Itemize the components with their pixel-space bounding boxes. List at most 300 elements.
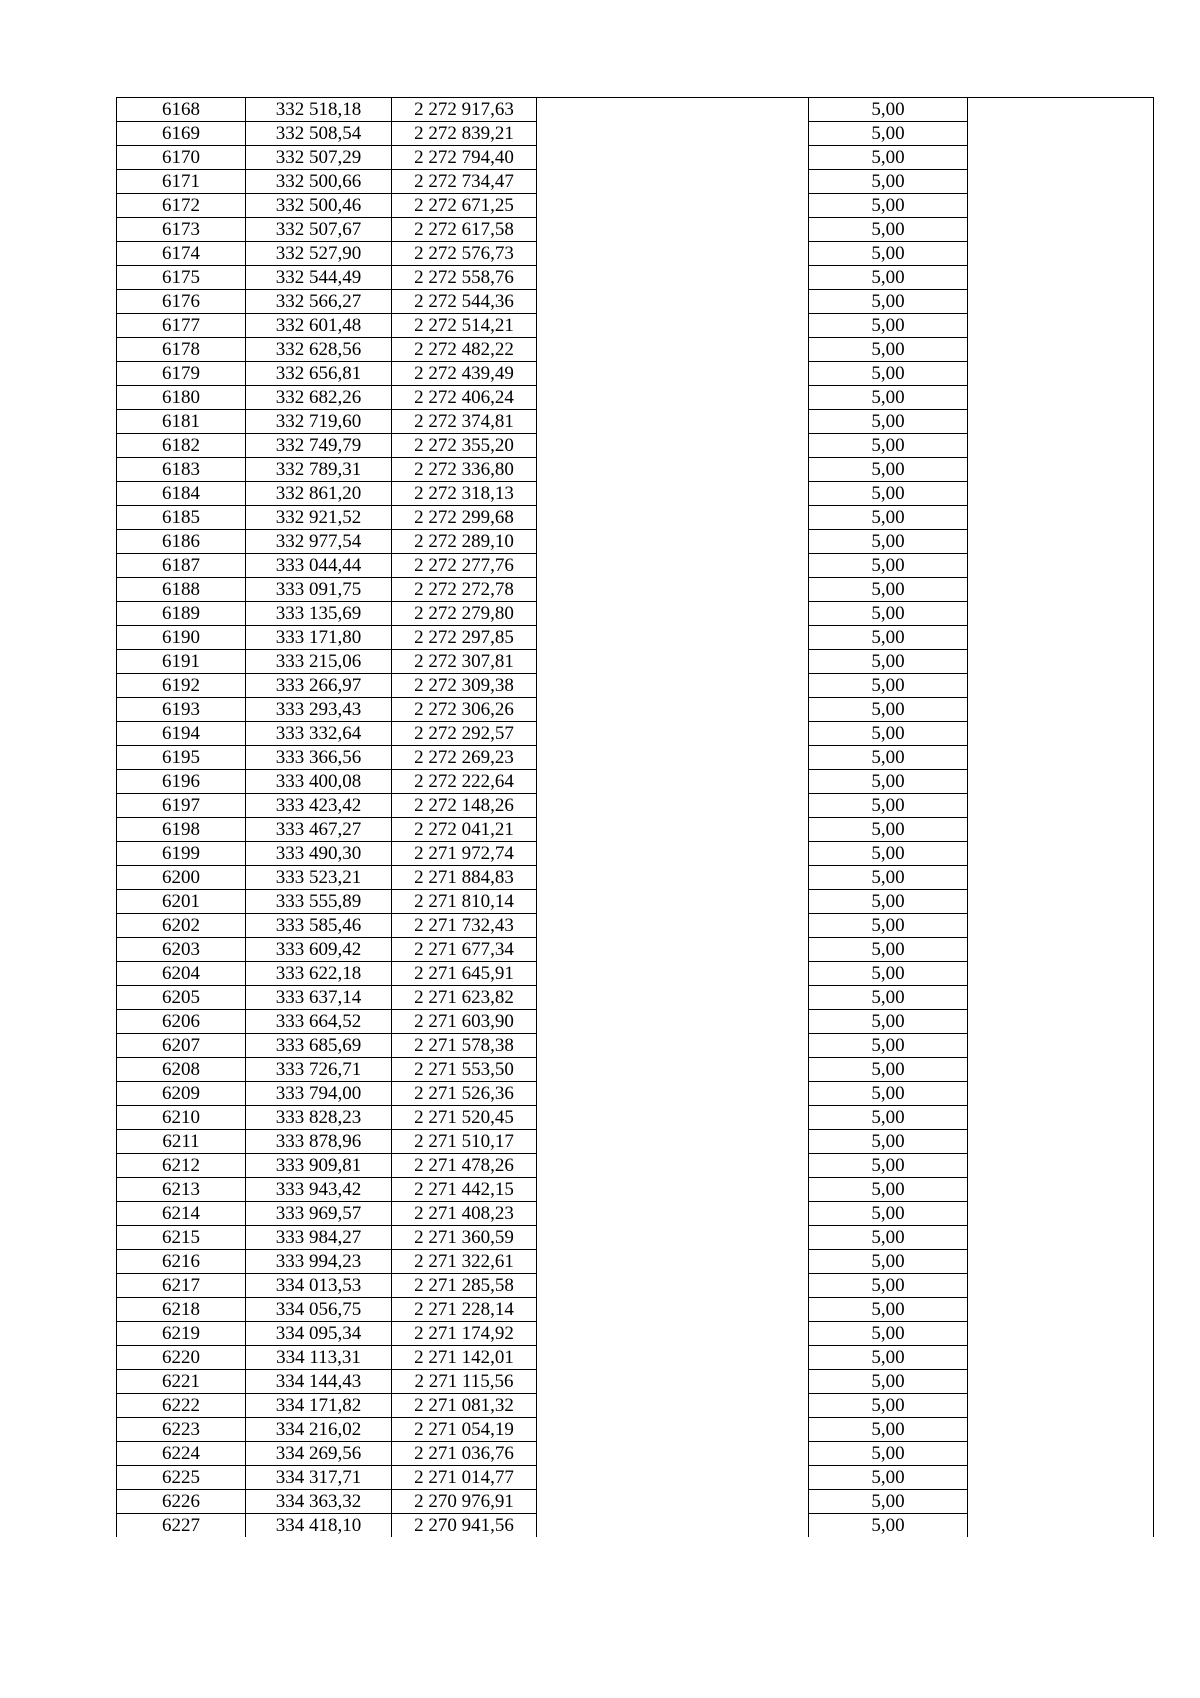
value-cell: 5,00 [809,1058,968,1082]
empty-cell [537,794,809,818]
y-coordinate-cell: 2 271 228,14 [392,1298,537,1322]
value-cell: 5,00 [809,1346,968,1370]
y-coordinate-cell: 2 271 036,76 [392,1442,537,1466]
empty-cell [968,506,1154,530]
empty-cell [968,1346,1154,1370]
value-cell: 5,00 [809,1394,968,1418]
y-coordinate-cell: 2 271 054,19 [392,1418,537,1442]
value-cell: 5,00 [809,506,968,530]
empty-cell [537,290,809,314]
y-coordinate-cell: 2 272 269,23 [392,746,537,770]
x-coordinate-cell: 332 789,31 [246,458,392,482]
point-number-cell: 6214 [117,1202,246,1226]
table-row [117,1178,1154,1202]
point-number-cell: 6222 [117,1394,246,1418]
value-cell: 5,00 [809,290,968,314]
x-coordinate-cell: 334 418,10 [246,1514,392,1538]
table-row [117,578,1154,602]
empty-cell [968,1466,1154,1490]
empty-cell [968,98,1154,122]
coordinate-table [116,97,1154,1537]
table-row [117,1082,1154,1106]
value-cell: 5,00 [809,698,968,722]
empty-cell [537,242,809,266]
table-row [117,1466,1154,1490]
empty-cell [537,1010,809,1034]
empty-cell [537,890,809,914]
empty-cell [537,650,809,674]
value-cell: 5,00 [809,146,968,170]
empty-cell [968,170,1154,194]
empty-cell [968,218,1154,242]
value-cell: 5,00 [809,626,968,650]
empty-cell [537,194,809,218]
table-row [117,698,1154,722]
y-coordinate-cell: 2 272 279,80 [392,602,537,626]
table-row [117,1034,1154,1058]
table-row [117,1250,1154,1274]
value-cell: 5,00 [809,1154,968,1178]
table-row [117,266,1154,290]
empty-cell [537,314,809,338]
empty-cell [968,362,1154,386]
empty-cell [537,578,809,602]
table-row [117,1346,1154,1370]
y-coordinate-cell: 2 272 307,81 [392,650,537,674]
empty-cell [968,1058,1154,1082]
table-row [117,338,1154,362]
empty-cell [537,1322,809,1346]
empty-cell [968,434,1154,458]
empty-cell [537,986,809,1010]
table-row [117,1418,1154,1442]
point-number-cell: 6220 [117,1346,246,1370]
point-number-cell: 6209 [117,1082,246,1106]
x-coordinate-cell: 332 527,90 [246,242,392,266]
empty-cell [968,410,1154,434]
empty-cell [968,986,1154,1010]
value-cell: 5,00 [809,362,968,386]
empty-cell [968,1010,1154,1034]
empty-cell [968,746,1154,770]
y-coordinate-cell: 2 272 277,76 [392,554,537,578]
y-coordinate-cell: 2 270 941,56 [392,1514,537,1538]
table-row [117,458,1154,482]
x-coordinate-cell: 333 609,42 [246,938,392,962]
empty-cell [968,1154,1154,1178]
x-coordinate-cell: 332 518,18 [246,98,392,122]
value-cell: 5,00 [809,338,968,362]
table-row [117,146,1154,170]
empty-cell [968,1178,1154,1202]
table-row [117,962,1154,986]
y-coordinate-cell: 2 272 041,21 [392,818,537,842]
y-coordinate-cell: 2 271 014,77 [392,1466,537,1490]
value-cell: 5,00 [809,242,968,266]
y-coordinate-cell: 2 272 306,26 [392,698,537,722]
y-coordinate-cell: 2 272 222,64 [392,770,537,794]
empty-cell [968,242,1154,266]
empty-cell [968,890,1154,914]
point-number-cell: 6171 [117,170,246,194]
table-row [117,818,1154,842]
point-number-cell: 6198 [117,818,246,842]
value-cell: 5,00 [809,482,968,506]
value-cell: 5,00 [809,986,968,1010]
empty-cell [537,722,809,746]
empty-cell [968,866,1154,890]
value-cell: 5,00 [809,1442,968,1466]
table-row [117,98,1154,122]
point-number-cell: 6169 [117,122,246,146]
x-coordinate-cell: 332 500,46 [246,194,392,218]
table-row [117,626,1154,650]
empty-cell [537,842,809,866]
empty-cell [968,602,1154,626]
empty-cell [537,1466,809,1490]
value-cell: 5,00 [809,890,968,914]
table-row [117,314,1154,338]
empty-cell [968,386,1154,410]
empty-cell [537,1346,809,1370]
value-cell: 5,00 [809,602,968,626]
value-cell: 5,00 [809,314,968,338]
x-coordinate-cell: 332 977,54 [246,530,392,554]
x-coordinate-cell: 334 171,82 [246,1394,392,1418]
empty-cell [537,266,809,290]
y-coordinate-cell: 2 272 482,22 [392,338,537,362]
x-coordinate-cell: 332 507,29 [246,146,392,170]
value-cell: 5,00 [809,1466,968,1490]
y-coordinate-cell: 2 271 553,50 [392,1058,537,1082]
point-number-cell: 6193 [117,698,246,722]
table-row [117,410,1154,434]
x-coordinate-cell: 333 467,27 [246,818,392,842]
empty-cell [968,338,1154,362]
point-number-cell: 6174 [117,242,246,266]
point-number-cell: 6175 [117,266,246,290]
y-coordinate-cell: 2 272 289,10 [392,530,537,554]
x-coordinate-cell: 333 293,43 [246,698,392,722]
x-coordinate-cell: 333 366,56 [246,746,392,770]
x-coordinate-cell: 334 113,31 [246,1346,392,1370]
empty-cell [537,1154,809,1178]
empty-cell [537,818,809,842]
empty-cell [537,482,809,506]
value-cell: 5,00 [809,794,968,818]
x-coordinate-cell: 333 909,81 [246,1154,392,1178]
empty-cell [537,458,809,482]
x-coordinate-cell: 332 921,52 [246,506,392,530]
table-row [117,1130,1154,1154]
empty-cell [537,1514,809,1538]
y-coordinate-cell: 2 272 355,20 [392,434,537,458]
x-coordinate-cell: 332 544,49 [246,266,392,290]
y-coordinate-cell: 2 271 520,45 [392,1106,537,1130]
point-number-cell: 6226 [117,1490,246,1514]
value-cell: 5,00 [809,1226,968,1250]
y-coordinate-cell: 2 271 645,91 [392,962,537,986]
y-coordinate-cell: 2 271 442,15 [392,1178,537,1202]
empty-cell [968,1322,1154,1346]
y-coordinate-cell: 2 271 677,34 [392,938,537,962]
point-number-cell: 6191 [117,650,246,674]
x-coordinate-cell: 333 490,30 [246,842,392,866]
empty-cell [968,1490,1154,1514]
y-coordinate-cell: 2 270 976,91 [392,1490,537,1514]
x-coordinate-cell: 333 878,96 [246,1130,392,1154]
table-row [117,1394,1154,1418]
x-coordinate-cell: 333 828,23 [246,1106,392,1130]
empty-cell [537,1418,809,1442]
x-coordinate-cell: 333 585,46 [246,914,392,938]
point-number-cell: 6195 [117,746,246,770]
empty-cell [537,1250,809,1274]
empty-cell [537,338,809,362]
y-coordinate-cell: 2 272 292,57 [392,722,537,746]
empty-cell [968,1274,1154,1298]
point-number-cell: 6199 [117,842,246,866]
x-coordinate-cell: 332 682,26 [246,386,392,410]
empty-cell [968,794,1154,818]
x-coordinate-cell: 333 969,57 [246,1202,392,1226]
x-coordinate-cell: 333 943,42 [246,1178,392,1202]
x-coordinate-cell: 334 317,71 [246,1466,392,1490]
empty-cell [537,1394,809,1418]
value-cell: 5,00 [809,674,968,698]
empty-cell [968,1130,1154,1154]
x-coordinate-cell: 333 044,44 [246,554,392,578]
table-row [117,1370,1154,1394]
y-coordinate-cell: 2 271 884,83 [392,866,537,890]
table-row [117,218,1154,242]
point-number-cell: 6205 [117,986,246,1010]
table-body [117,98,1154,1538]
x-coordinate-cell: 333 423,42 [246,794,392,818]
point-number-cell: 6196 [117,770,246,794]
y-coordinate-cell: 2 272 299,68 [392,506,537,530]
y-coordinate-cell: 2 272 734,47 [392,170,537,194]
y-coordinate-cell: 2 271 526,36 [392,1082,537,1106]
point-number-cell: 6173 [117,218,246,242]
x-coordinate-cell: 333 622,18 [246,962,392,986]
point-number-cell: 6200 [117,866,246,890]
value-cell: 5,00 [809,218,968,242]
point-number-cell: 6177 [117,314,246,338]
point-number-cell: 6192 [117,674,246,698]
empty-cell [968,1418,1154,1442]
empty-cell [537,362,809,386]
table-row [117,1154,1154,1178]
value-cell: 5,00 [809,1178,968,1202]
point-number-cell: 6197 [117,794,246,818]
empty-cell [968,1226,1154,1250]
y-coordinate-cell: 2 272 336,80 [392,458,537,482]
value-cell: 5,00 [809,1130,968,1154]
value-cell: 5,00 [809,914,968,938]
point-number-cell: 6178 [117,338,246,362]
x-coordinate-cell: 334 269,56 [246,1442,392,1466]
empty-cell [537,914,809,938]
point-number-cell: 6227 [117,1514,246,1538]
x-coordinate-cell: 334 216,02 [246,1418,392,1442]
x-coordinate-cell: 332 508,54 [246,122,392,146]
point-number-cell: 6179 [117,362,246,386]
table-row [117,194,1154,218]
empty-cell [968,1250,1154,1274]
table-row [117,1514,1154,1538]
y-coordinate-cell: 2 272 439,49 [392,362,537,386]
y-coordinate-cell: 2 271 623,82 [392,986,537,1010]
point-number-cell: 6206 [117,1010,246,1034]
empty-cell [537,1178,809,1202]
x-coordinate-cell: 332 507,67 [246,218,392,242]
y-coordinate-cell: 2 271 081,32 [392,1394,537,1418]
value-cell: 5,00 [809,578,968,602]
value-cell: 5,00 [809,746,968,770]
empty-cell [968,842,1154,866]
point-number-cell: 6187 [117,554,246,578]
value-cell: 5,00 [809,1250,968,1274]
empty-cell [537,146,809,170]
y-coordinate-cell: 2 272 917,63 [392,98,537,122]
empty-cell [537,1442,809,1466]
table-row [117,242,1154,266]
point-number-cell: 6190 [117,626,246,650]
value-cell: 5,00 [809,1514,968,1538]
empty-cell [968,674,1154,698]
y-coordinate-cell: 2 271 285,58 [392,1274,537,1298]
x-coordinate-cell: 333 091,75 [246,578,392,602]
empty-cell [537,1370,809,1394]
table-row [117,674,1154,698]
point-number-cell: 6216 [117,1250,246,1274]
table-row [117,1010,1154,1034]
empty-cell [537,554,809,578]
point-number-cell: 6215 [117,1226,246,1250]
point-number-cell: 6221 [117,1370,246,1394]
x-coordinate-cell: 332 719,60 [246,410,392,434]
value-cell: 5,00 [809,722,968,746]
y-coordinate-cell: 2 271 115,56 [392,1370,537,1394]
table-row [117,530,1154,554]
value-cell: 5,00 [809,458,968,482]
empty-cell [537,602,809,626]
value-cell: 5,00 [809,266,968,290]
value-cell: 5,00 [809,770,968,794]
empty-cell [968,530,1154,554]
x-coordinate-cell: 333 555,89 [246,890,392,914]
empty-cell [537,506,809,530]
point-number-cell: 6186 [117,530,246,554]
table-row [117,1106,1154,1130]
table-row [117,650,1154,674]
value-cell: 5,00 [809,386,968,410]
empty-cell [968,938,1154,962]
table-row [117,170,1154,194]
y-coordinate-cell: 2 271 578,38 [392,1034,537,1058]
empty-cell [968,626,1154,650]
point-number-cell: 6203 [117,938,246,962]
empty-cell [537,626,809,650]
table-row [117,506,1154,530]
table-row [117,1202,1154,1226]
x-coordinate-cell: 334 013,53 [246,1274,392,1298]
empty-cell [968,482,1154,506]
point-number-cell: 6202 [117,914,246,938]
value-cell: 5,00 [809,866,968,890]
empty-cell [968,914,1154,938]
empty-cell [537,98,809,122]
empty-cell [968,1106,1154,1130]
point-number-cell: 6217 [117,1274,246,1298]
empty-cell [537,698,809,722]
table-row [117,554,1154,578]
table-row [117,794,1154,818]
empty-cell [537,674,809,698]
empty-cell [537,770,809,794]
value-cell: 5,00 [809,818,968,842]
empty-cell [537,218,809,242]
y-coordinate-cell: 2 272 374,81 [392,410,537,434]
point-number-cell: 6182 [117,434,246,458]
value-cell: 5,00 [809,650,968,674]
table-row [117,434,1154,458]
x-coordinate-cell: 333 266,97 [246,674,392,698]
value-cell: 5,00 [809,554,968,578]
table-row [117,1226,1154,1250]
table-row [117,290,1154,314]
y-coordinate-cell: 2 272 297,85 [392,626,537,650]
empty-cell [537,1034,809,1058]
empty-cell [968,122,1154,146]
point-number-cell: 6185 [117,506,246,530]
point-number-cell: 6180 [117,386,246,410]
table-row [117,1490,1154,1514]
point-number-cell: 6170 [117,146,246,170]
table-row [117,866,1154,890]
table-row [117,842,1154,866]
point-number-cell: 6188 [117,578,246,602]
table-row [117,386,1154,410]
value-cell: 5,00 [809,1298,968,1322]
empty-cell [537,1106,809,1130]
y-coordinate-cell: 2 272 272,78 [392,578,537,602]
y-coordinate-cell: 2 272 406,24 [392,386,537,410]
y-coordinate-cell: 2 272 309,38 [392,674,537,698]
table-row [117,746,1154,770]
x-coordinate-cell: 332 500,66 [246,170,392,194]
x-coordinate-cell: 333 400,08 [246,770,392,794]
empty-cell [537,410,809,434]
x-coordinate-cell: 333 664,52 [246,1010,392,1034]
empty-cell [537,866,809,890]
empty-cell [968,1514,1154,1538]
value-cell: 5,00 [809,530,968,554]
point-number-cell: 6189 [117,602,246,626]
table-row [117,1058,1154,1082]
x-coordinate-cell: 333 135,69 [246,602,392,626]
value-cell: 5,00 [809,1106,968,1130]
empty-cell [537,170,809,194]
x-coordinate-cell: 333 332,64 [246,722,392,746]
empty-cell [968,1298,1154,1322]
y-coordinate-cell: 2 272 839,21 [392,122,537,146]
value-cell: 5,00 [809,1322,968,1346]
empty-cell [537,1202,809,1226]
empty-cell [968,314,1154,338]
x-coordinate-cell: 333 637,14 [246,986,392,1010]
